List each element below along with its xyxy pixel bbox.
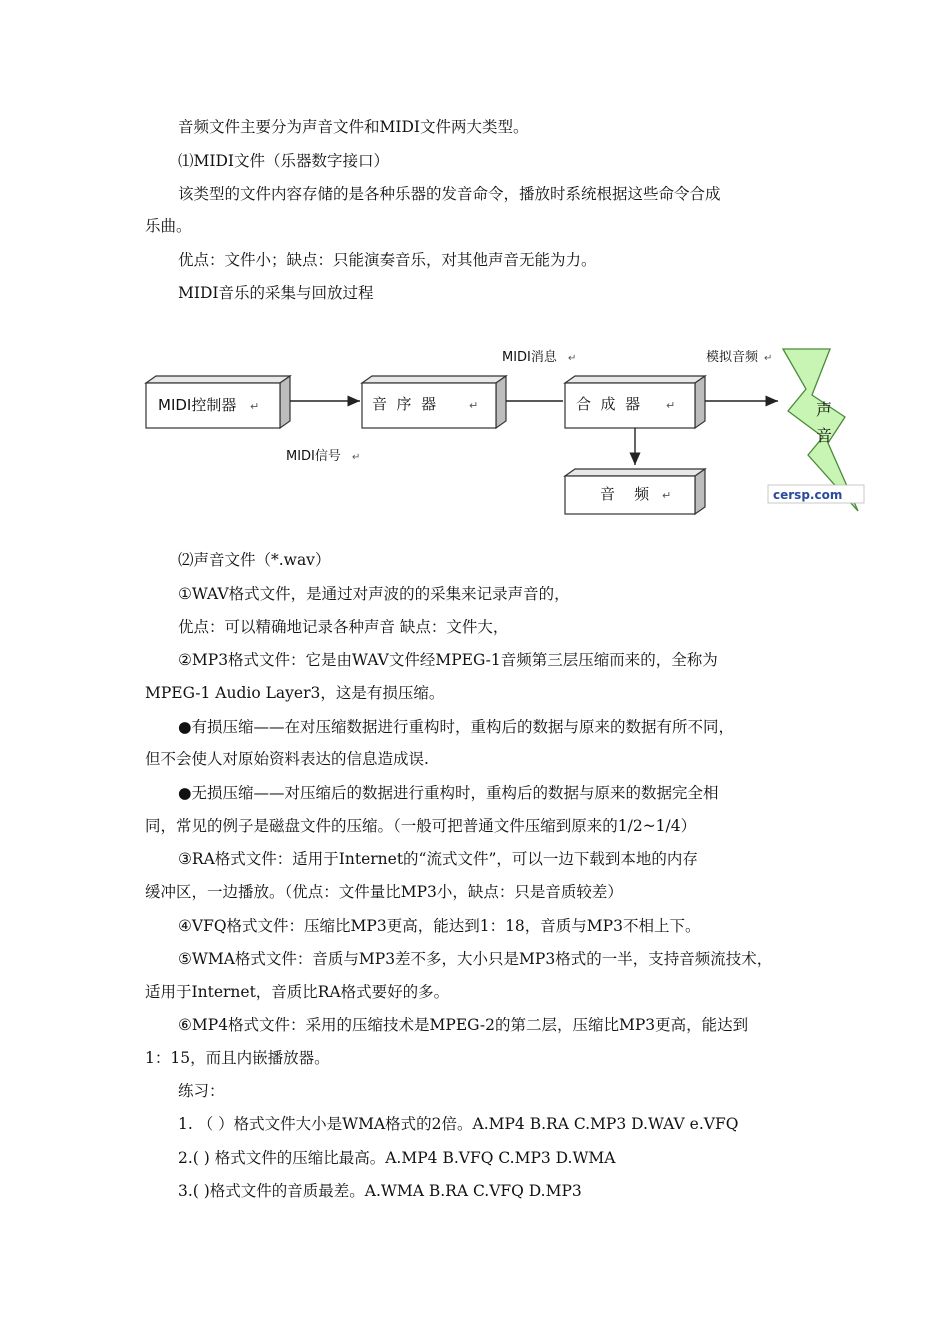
return-mark: ↵ — [662, 489, 672, 502]
midi-process-diagram — [140, 343, 875, 518]
heading-sound-file: ⑵声音文件（*.wav） — [178, 551, 331, 569]
heading-exercise: 练习： — [178, 1082, 225, 1100]
paragraph-lossy-cont: 但不会使人对原始资料表达的信息造成误. — [145, 750, 429, 768]
heading-midi: ⑴MIDI文件（乐器数字接口） — [178, 152, 390, 170]
return-mark: ↵ — [764, 353, 773, 364]
sound-char-2: 音 — [816, 426, 833, 445]
paragraph-intro: 音频文件主要分为声音文件和MIDI文件两大类型。 — [178, 118, 529, 136]
return-mark: ↵ — [250, 400, 260, 413]
paragraph-midi-desc: 该类型的文件内容存储的是各种乐器的发音命令，播放时系统根据这些命令合成 — [178, 185, 721, 203]
paragraph-mp4-cont: 1：15，而且内嵌播放器。 — [145, 1049, 330, 1067]
box-audio — [565, 469, 705, 514]
label-midi-message: MIDI消息 — [502, 350, 557, 365]
return-mark: ↵ — [352, 452, 361, 463]
paragraph-ra: ③RA格式文件：适用于Internet的“流式文件”，可以一边下载到本地的内存 — [178, 850, 698, 868]
box-audio-label: 音 频 — [600, 485, 650, 503]
sound-char-1: 声 — [816, 400, 833, 419]
paragraph-ra-cont: 缓冲区，一边播放。（优点：文件量比MP3小，缺点：只是音质较差） — [145, 883, 623, 901]
paragraph-wma-cont: 适用于Internet，音质比RA格式要好的多。 — [145, 983, 450, 1001]
box-midi-controller — [146, 376, 290, 428]
paragraph-mp3: ②MP3格式文件：它是由WAV文件经MPEG-1音频第三层压缩而来的，全称为 — [178, 651, 718, 669]
paragraph-lossless: ●无损压缩——对压缩后的数据进行重构时，重构后的数据与原来的数据完全相 — [178, 784, 719, 802]
box-midi-controller-label: MIDI控制器 — [158, 396, 237, 414]
paragraph-wav: ①WAV格式文件，是通过对声波的的采集来记录声音的， — [178, 585, 570, 603]
box-synthesizer-label: 合 成 器 — [576, 395, 641, 413]
exercise-question-1: 1. （ ）格式文件大小是WMA格式的2倍。A.MP4 B.RA C.MP3 D.WAV e.VFQ — [178, 1115, 739, 1133]
box-synthesizer — [565, 376, 705, 428]
return-mark: ↵ — [469, 399, 479, 412]
label-midi-signal: MIDI信号 — [286, 449, 341, 464]
paragraph-midi-desc-cont: 乐曲。 — [145, 217, 192, 235]
cersp-watermark — [768, 485, 864, 503]
paragraph-midi-pros: 优点：文件小；缺点：只能演奏音乐，对其他声音无能为力。 — [178, 251, 597, 269]
paragraph-midi-process: MIDI音乐的采集与回放过程 — [178, 284, 374, 302]
watermark-text: cersp.com — [773, 488, 843, 502]
paragraph-mp3-cont: MPEG-1 Audio Layer3，这是有损压缩。 — [145, 684, 445, 702]
exercise-question-2: 2.( ) 格式文件的压缩比最高。A.MP4 B.VFQ C.MP3 D.WMA — [178, 1149, 616, 1167]
exercise-question-3: 3.( )格式文件的音质最差。A.WMA B.RA C.VFQ D.MP3 — [178, 1182, 582, 1200]
paragraph-wav-pros: 优点：可以精确地记录各种声音 缺点：文件大， — [178, 618, 509, 636]
box-sequencer — [362, 376, 506, 428]
box-sequencer-label: 音 序 器 — [372, 395, 437, 413]
paragraph-mp4: ⑥MP4格式文件：采用的压缩技术是MPEG-2的第二层，压缩比MP3更高，能达到 — [178, 1016, 749, 1034]
paragraph-wma: ⑤WMA格式文件：音质与MP3差不多，大小只是MP3格式的一半，支持音频流技术， — [178, 950, 773, 968]
paragraph-lossy: ●有损压缩——在对压缩数据进行重构时，重构后的数据与原来的数据有所不同， — [178, 718, 735, 736]
paragraph-lossless-cont: 同，常见的例子是磁盘文件的压缩。（一般可把普通文件压缩到原来的1/2~1/4） — [145, 817, 697, 835]
return-mark: ↵ — [666, 399, 676, 412]
label-analog-audio: 模拟音频 — [706, 350, 759, 365]
paragraph-vfq: ④VFQ格式文件：压缩比MP3更高，能达到1：18，音质与MP3不相上下。 — [178, 917, 701, 935]
return-mark: ↵ — [568, 353, 577, 364]
